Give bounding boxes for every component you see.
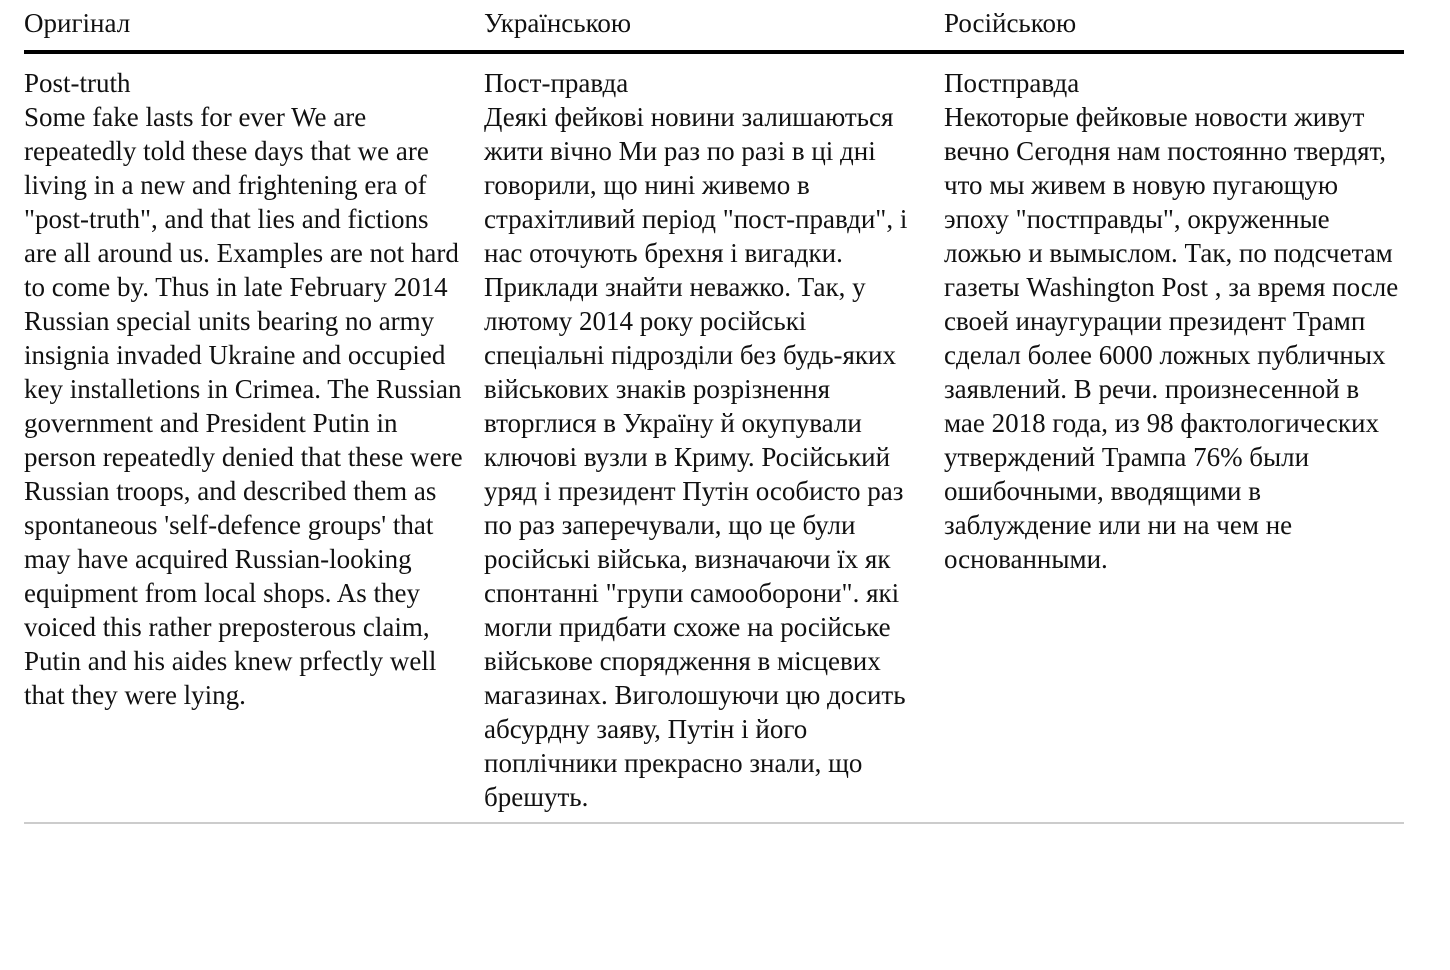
ukrainian-text: Деякі фейкові новини залишаються жити вічно Ми раз по разі в ці дні говорили, що нині живемо в страхітливий період "пост-правди", і нас оточують брехня і вигадки. Приклади знайти неважко. Так, у лютому 2014 року російські спеціальні підрозділи без будь-яких військових знаків розрізнення вторглися в Україну й окупували ключові вузли в Криму. Російський уряд і президент Путін особисто раз по раз заперечували, що це були російські війська, визначаючи їх як спонтанні "групи самооборони". які могли придбати схоже на російське військове спорядження в місцевих магазинах. Виголошуючи цю досить абсурдну заяву, Путін і його поплічники прекрасно знали, що брешуть. — [484, 102, 908, 812]
russian-text: Некоторые фейковые новости живут вечно Сегодня нам постоянно твердят, что мы живем в новую пугающую эпоху "постправды", окруженные ложью и вымыслом. Так, по подсчетам газеты Washington Post , за время после своей инаугурации президент Трамп сделал более 6000 ложных публичных заявлений. В речи. произнесенной в мае 2018 года, из 98 фактологических утверждений Трампа 76% были ошибочными, вводящими в заблуждение или ни на чем не основанными. — [944, 102, 1399, 574]
table-row — [24, 52, 1404, 823]
header-row — [24, 0, 1404, 52]
table-header — [24, 0, 1404, 52]
cell-ukrainian — [484, 52, 944, 823]
translation-table — [24, 0, 1404, 824]
cell-russian — [944, 52, 1404, 823]
russian-title: Постправда — [944, 68, 1080, 98]
table-body — [24, 52, 1404, 823]
original-title: Post-truth — [24, 68, 131, 98]
column-header-ukrainian: Українською — [484, 0, 944, 52]
column-header-russian: Російською — [944, 0, 1404, 52]
cell-original — [24, 52, 484, 823]
column-header-original: Оригінал — [24, 0, 484, 52]
ukrainian-title: Пост-правда — [484, 68, 629, 98]
original-text: Some fake lasts for ever We are repeatedly told these days that we are living in a new and frightening era of "post-truth", and that lies and fictions are all around us. Examples are not hard to come by. Thus in late February 2014 Russian special units bearing no army insignia invaded Ukraine and occupied key installetions in Crimea. The Russian government and President Putin in person repeatedly denied that these were Russian troops, and described them as spontaneous 'self-defence groups' that may have acquired Russian-looking equipment from local shops. As they voiced this rather preposterous claim, Putin and his aides knew prfectly well that they were lying. — [24, 102, 463, 710]
